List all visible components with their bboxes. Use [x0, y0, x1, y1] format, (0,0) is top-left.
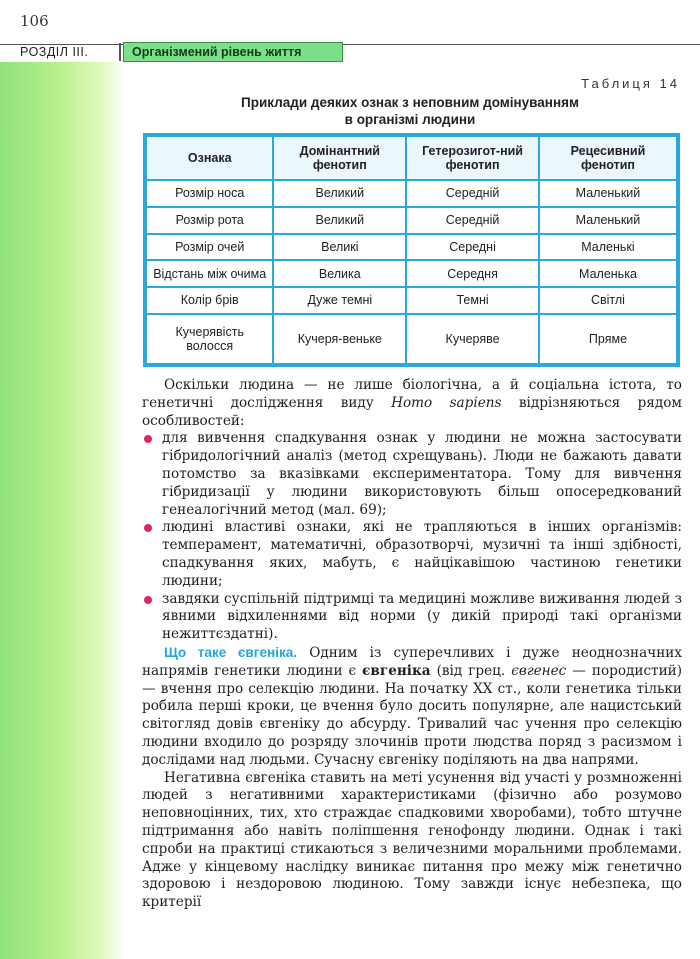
- intro-text-after: відрізняються рядом особливостей:: [142, 394, 683, 429]
- list-item: [142, 519, 682, 590]
- header-recessive: Рецесивний фенотип: [539, 136, 677, 180]
- traits-table-container: [143, 133, 680, 367]
- body-text: [142, 377, 682, 912]
- table-cell: Кучеря-веньке: [273, 314, 406, 364]
- eugenics-text-b: (від грец.: [430, 662, 512, 679]
- eugenics-heading: Що таке євгеніка.: [164, 644, 298, 660]
- table-cell: Пряме: [539, 314, 677, 364]
- header-trait: Ознака: [146, 136, 273, 180]
- list-item-text: людині властиві ознаки, які не трапляються в інших організмів: темперамент, математичні, образотворчі, музичні та інші здібності, спадкування яких, мабуть, є найцікавішою частиною генетики людини;: [162, 519, 682, 589]
- table-cell: Розмір носа: [146, 180, 273, 207]
- table-cell: Кучерявість волосся: [146, 314, 273, 364]
- list-item-text: завдяки суспільній підтримці та медицині можливе виживання людей з явними відхиленнями від норми (у дикій природі такі організми нежиттєздатні).: [162, 590, 682, 643]
- table-cell: Розмір очей: [146, 234, 273, 261]
- table-cell: Маленький: [539, 180, 677, 207]
- table-cell: Розмір рота: [146, 207, 273, 234]
- intro-paragraph: [142, 377, 682, 430]
- table-cell: Колір брів: [146, 287, 273, 314]
- bullet-icon: [144, 596, 152, 604]
- table-row: [146, 314, 677, 364]
- table-row: [146, 234, 677, 261]
- section-label: РОЗДІЛ ІІІ.: [20, 45, 89, 59]
- table-cell: Середній: [406, 207, 539, 234]
- table-caption: Таблиця 14: [581, 76, 680, 91]
- table-cell: Середні: [406, 234, 539, 261]
- table-cell: Темні: [406, 287, 539, 314]
- table-title: [140, 94, 680, 128]
- intro-species-name: Homo sapiens: [391, 394, 502, 411]
- eugenics-greek-word: євгенес: [511, 662, 567, 679]
- intro-text-before: Оскільки людина — не лише біологічна, а й соціальна істота, то генетичні дослідження виду: [142, 377, 682, 411]
- table-cell: Кучеряве: [406, 314, 539, 364]
- table-header-row: [146, 136, 677, 180]
- decorative-green-stripe: [0, 62, 124, 959]
- table-cell: Велика: [273, 260, 406, 287]
- header-dominant: Домінантний фенотип: [273, 136, 406, 180]
- bullet-icon: [144, 524, 152, 532]
- table-cell: Великий: [273, 207, 406, 234]
- table-row: [146, 260, 677, 287]
- bullet-icon: [144, 435, 152, 443]
- table-cell: Дуже темні: [273, 287, 406, 314]
- page-number: 106: [20, 12, 49, 30]
- table-cell: Світлі: [539, 287, 677, 314]
- eugenics-paragraph: [142, 644, 682, 770]
- header-rule: [0, 44, 700, 45]
- list-item: [142, 430, 682, 519]
- section-title: Організмений рівень життя: [123, 42, 343, 62]
- eugenics-text-c: — породистий) — вчення про селекцію людини. На початку XX ст., коли генетика тільки робила перші кроки, це вчення було досить популярне, але нацистський світогляд довів євгеніку до абсурду. Тривалий час учення про селекцію людини входило до розряду злочинів проти людства поряд з расизмом і дослідами над людьми. Сучасну євгеніку поділяють на два напрями.: [142, 662, 683, 768]
- list-item-text: для вивчення спадкування ознак у людини не можна застосувати гібридологічний аналіз (метод схрещувань). Люди не бажають давати потомство за вказівками експериментатора. Тому для вивчення гібридизації у людини використовують більш опосередкований генеалогічний метод (мал. 69);: [162, 430, 682, 518]
- negative-eugenics-paragraph: Негативна євгеніка ставить на меті усунення від участі у розмноженні людей з негативними характеристиками (фізично або розумово неповноцінних, тих, хто страждає спадковими хворобами), тобто штучне підтримання або навіть поліпшення генофонду людини. Однак і такі спроби на практиці стикаються з величезними моральними проблемами. Адже у кінцевому наслідку виникає питання про межу між генетично здоровою і нездоровою людиною. Тому завжди існує небезпека, що критерії: [142, 769, 682, 911]
- table-cell: Великий: [273, 180, 406, 207]
- eugenics-term: євгеніка: [362, 662, 431, 679]
- table-row: [146, 207, 677, 234]
- table-cell: Середня: [406, 260, 539, 287]
- table-row: [146, 180, 677, 207]
- list-item: [142, 591, 682, 644]
- table-cell: Великі: [273, 234, 406, 261]
- table-title-line2: в організмі людини: [344, 112, 476, 127]
- table-cell: Відстань між очима: [146, 260, 273, 287]
- table-row: [146, 287, 677, 314]
- table-cell: Маленький: [539, 207, 677, 234]
- table-cell: Середній: [406, 180, 539, 207]
- table-cell: Маленька: [539, 260, 677, 287]
- table-cell: Маленькі: [539, 234, 677, 261]
- eugenics-text-a: Одним із суперечливих і дуже неоднозначних напрямів генетики людини є: [142, 644, 682, 679]
- table-title-line1: Приклади деяких ознак з неповним домінуванням: [241, 95, 579, 110]
- header-heterozygous: Гетерозигот-ний фенотип: [406, 136, 539, 180]
- section-separator: [119, 43, 121, 61]
- traits-table: [145, 135, 678, 365]
